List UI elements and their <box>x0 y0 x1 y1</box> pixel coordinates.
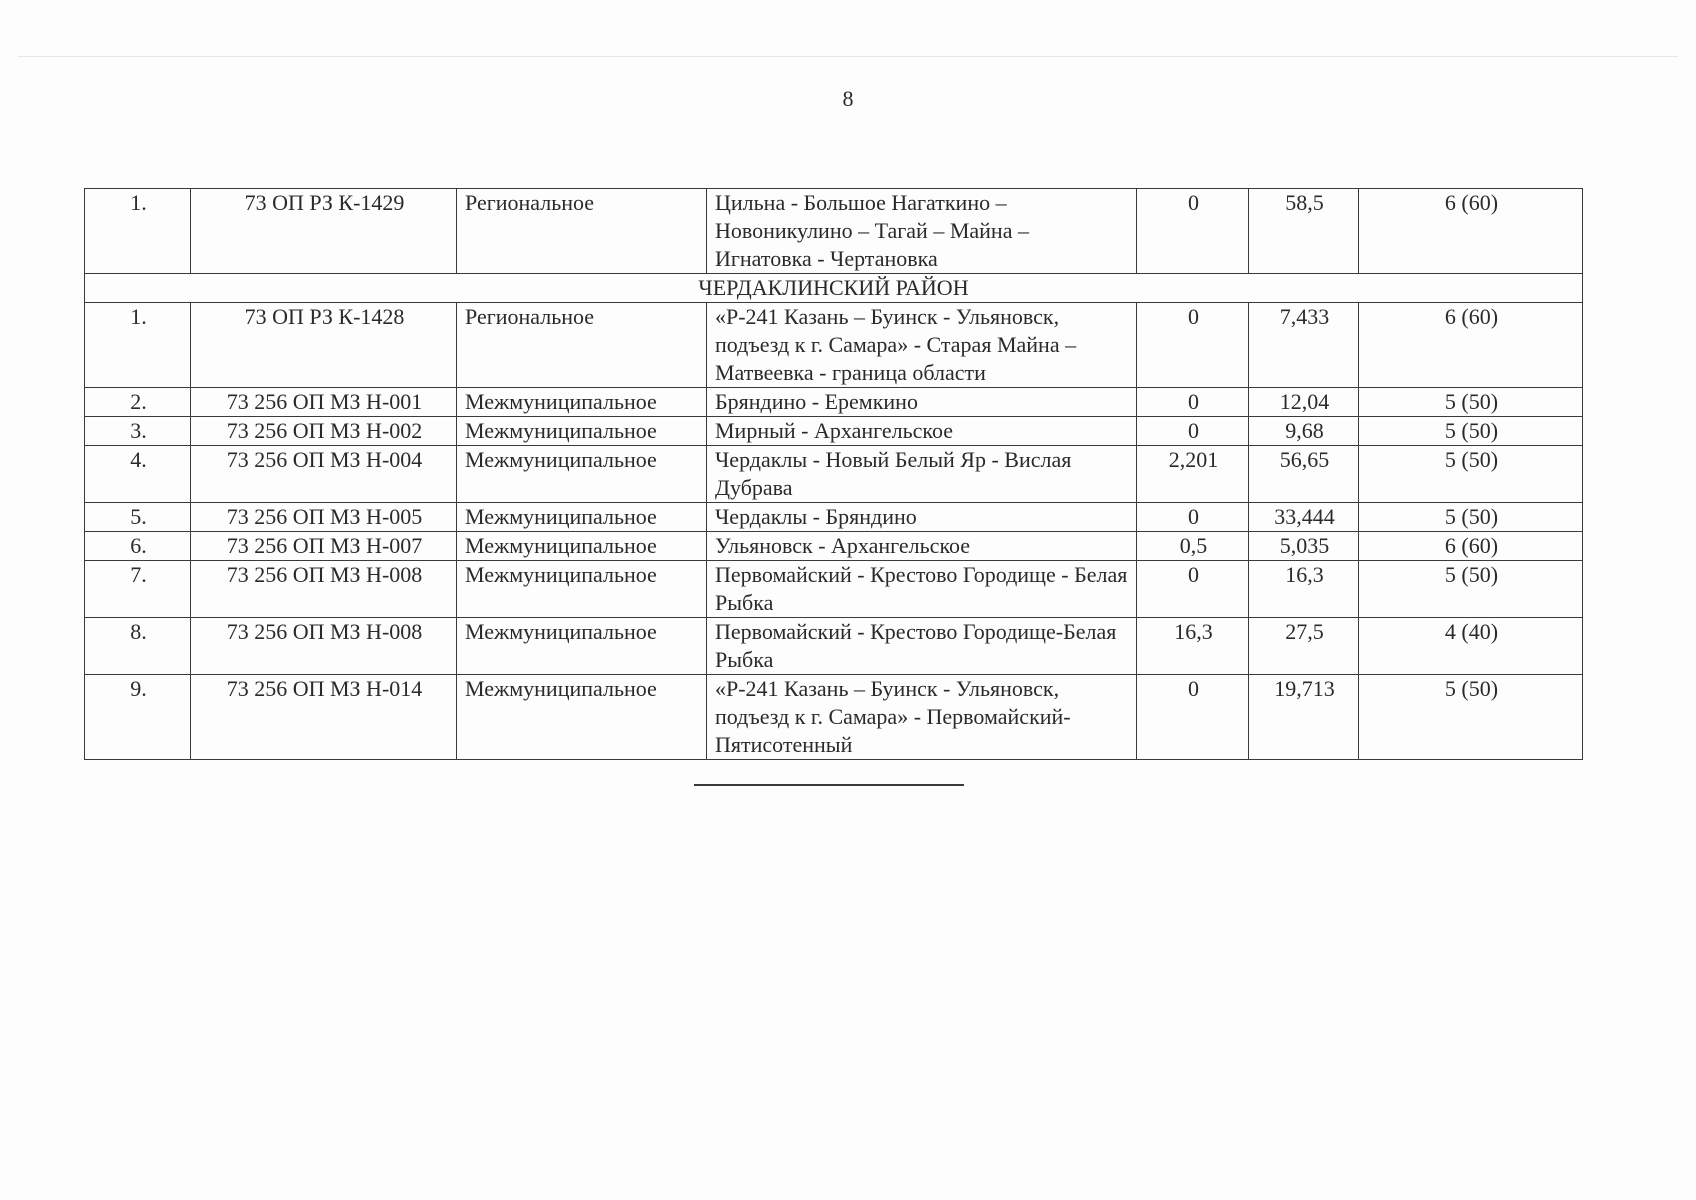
km-end-cell: 9,68 <box>1249 417 1359 446</box>
road-name-cell: Мирный - Архангельское <box>707 417 1137 446</box>
road-significance-cell: Межмуниципальное <box>457 675 707 760</box>
road-code-cell: 73 256 ОП МЗ Н-001 <box>191 388 457 417</box>
load-class-cell: 5 (50) <box>1359 446 1583 503</box>
km-end-cell: 7,433 <box>1249 303 1359 388</box>
km-end-cell: 5,035 <box>1249 532 1359 561</box>
km-end-cell: 16,3 <box>1249 561 1359 618</box>
row-number-cell: 1. <box>85 189 191 274</box>
road-code-cell: 73 256 ОП МЗ Н-005 <box>191 503 457 532</box>
row-number-cell: 2. <box>85 388 191 417</box>
load-class-cell: 6 (60) <box>1359 303 1583 388</box>
km-start-cell: 16,3 <box>1137 618 1249 675</box>
load-class-cell: 5 (50) <box>1359 417 1583 446</box>
km-start-cell: 0 <box>1137 189 1249 274</box>
load-class-cell: 6 (60) <box>1359 532 1583 561</box>
table-row <box>85 417 1583 446</box>
table-row <box>85 189 1583 274</box>
table-row <box>85 561 1583 618</box>
road-significance-cell: Региональное <box>457 189 707 274</box>
row-number-cell: 8. <box>85 618 191 675</box>
km-start-cell: 0 <box>1137 388 1249 417</box>
road-name-cell: Первомайский - Крестово Городище-Белая Рыбка <box>707 618 1137 675</box>
load-class-cell: 4 (40) <box>1359 618 1583 675</box>
table-row <box>85 618 1583 675</box>
section-header-row <box>85 274 1583 303</box>
load-class-cell: 5 (50) <box>1359 503 1583 532</box>
row-number-cell: 9. <box>85 675 191 760</box>
road-name-cell: Первомайский - Крестово Городище - Белая Рыбка <box>707 561 1137 618</box>
road-name-cell: Цильна - Большое Нагаткино – Новоникулино – Тагай – Майна – Игнатовка - Чертановка <box>707 189 1137 274</box>
road-significance-cell: Региональное <box>457 303 707 388</box>
road-significance-cell: Межмуниципальное <box>457 417 707 446</box>
load-class-cell: 5 (50) <box>1359 675 1583 760</box>
road-code-cell: 73 ОП РЗ К-1429 <box>191 189 457 274</box>
km-end-cell: 19,713 <box>1249 675 1359 760</box>
road-code-cell: 73 256 ОП МЗ Н-004 <box>191 446 457 503</box>
road-name-cell: Бряндино - Еремкино <box>707 388 1137 417</box>
km-start-cell: 2,201 <box>1137 446 1249 503</box>
table-row <box>85 303 1583 388</box>
row-number-cell: 4. <box>85 446 191 503</box>
road-code-cell: 73 256 ОП МЗ Н-008 <box>191 618 457 675</box>
district-heading: ЧЕРДАКЛИНСКИЙ РАЙОН <box>85 274 1583 303</box>
road-name-cell: Чердаклы - Бряндино <box>707 503 1137 532</box>
road-significance-cell: Межмуниципальное <box>457 561 707 618</box>
km-end-cell: 12,04 <box>1249 388 1359 417</box>
km-start-cell: 0 <box>1137 303 1249 388</box>
km-end-cell: 27,5 <box>1249 618 1359 675</box>
road-significance-cell: Межмуниципальное <box>457 503 707 532</box>
road-code-cell: 73 ОП РЗ К-1428 <box>191 303 457 388</box>
km-end-cell: 56,65 <box>1249 446 1359 503</box>
road-name-cell: «Р-241 Казань – Буинск - Ульяновск, подъезд к г. Самара» - Старая Майна – Матвеевка - граница области <box>707 303 1137 388</box>
km-start-cell: 0 <box>1137 417 1249 446</box>
km-start-cell: 0,5 <box>1137 532 1249 561</box>
load-class-cell: 5 (50) <box>1359 388 1583 417</box>
table-row <box>85 675 1583 760</box>
road-name-cell: Чердаклы - Новый Белый Яр - Вислая Дубрава <box>707 446 1137 503</box>
road-code-cell: 73 256 ОП МЗ Н-002 <box>191 417 457 446</box>
row-number-cell: 1. <box>85 303 191 388</box>
road-code-cell: 73 256 ОП МЗ Н-007 <box>191 532 457 561</box>
row-number-cell: 6. <box>85 532 191 561</box>
table-row <box>85 446 1583 503</box>
footer-rule <box>694 784 964 786</box>
row-number-cell: 7. <box>85 561 191 618</box>
road-code-cell: 73 256 ОП МЗ Н-014 <box>191 675 457 760</box>
road-code-cell: 73 256 ОП МЗ Н-008 <box>191 561 457 618</box>
load-class-cell: 6 (60) <box>1359 189 1583 274</box>
road-significance-cell: Межмуниципальное <box>457 388 707 417</box>
table-row <box>85 503 1583 532</box>
row-number-cell: 3. <box>85 417 191 446</box>
page-number: 8 <box>842 86 854 111</box>
km-start-cell: 0 <box>1137 503 1249 532</box>
road-significance-cell: Межмуниципальное <box>457 532 707 561</box>
table-row <box>85 532 1583 561</box>
road-significance-cell: Межмуниципальное <box>457 618 707 675</box>
roads-table <box>84 188 1583 760</box>
road-significance-cell: Межмуниципальное <box>457 446 707 503</box>
road-name-cell: Ульяновск - Архангельское <box>707 532 1137 561</box>
roads-table-body <box>85 189 1583 760</box>
road-name-cell: «Р-241 Казань – Буинск - Ульяновск, подъезд к г. Самара» - Первомайский-Пятисотенный <box>707 675 1137 760</box>
table-row <box>85 388 1583 417</box>
km-start-cell: 0 <box>1137 675 1249 760</box>
row-number-cell: 5. <box>85 503 191 532</box>
load-class-cell: 5 (50) <box>1359 561 1583 618</box>
scan-edge-line <box>18 56 1678 57</box>
km-start-cell: 0 <box>1137 561 1249 618</box>
km-end-cell: 33,444 <box>1249 503 1359 532</box>
km-end-cell: 58,5 <box>1249 189 1359 274</box>
